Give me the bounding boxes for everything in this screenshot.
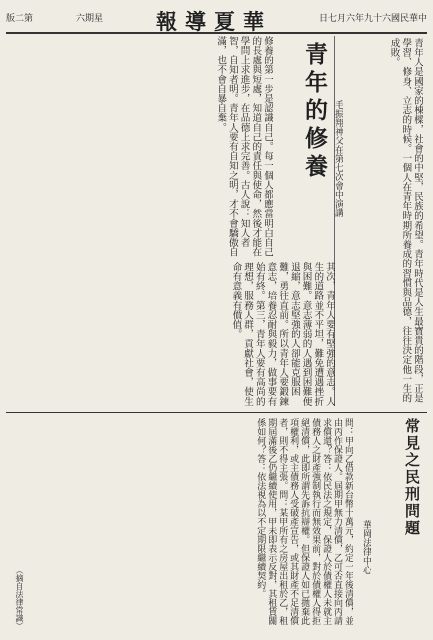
issue-date: 日七月六年九十六國民華中 xyxy=(318,14,427,24)
article-paragraph: 其次，青年人要有堅強的意志。人生的道路並不平坦，難免遭遇挫折與困難。意志薄弱的人遇到困難便退縮，意志堅強的人卻能克服困難，勇往直前。所以青年人要鍛鍊意志，培養忍耐與毅力，做事要有始有終。第三，青年人要有高尚的理想，服務人群，貢獻社會，使生命有意義有價值。 xyxy=(230,262,335,406)
page-number: 版二第 xyxy=(6,14,34,24)
article-title: 青年的修養 xyxy=(301,42,328,182)
article-paragraph: 青年人是國家的棟樑，社會的中堅，民族的希望。青年時代是人生最寶貴的階段，正是學習、修身、立志的時候。一個人在青年時期所養成的習慣與品德，往往決定他一生的成敗。 xyxy=(388,38,423,403)
source-note: （摘自法律常識） xyxy=(15,566,24,630)
newspaper-header xyxy=(6,6,427,34)
section-divider xyxy=(6,412,427,413)
article-author: 毛振翔神父在第七次會中演講 xyxy=(333,100,343,217)
section-body: 問：甲向乙借款新台幣十萬元，約定一年後清償，並由丙作保證人。屆期甲無力清償，乙可否直接向丙請求償還？答：依民法之規定，保證人於債權人未就主債務人之財產強制執行而無效果前，對於債權人得拒絕清償，此即所謂先訴抗辯權。但保證人如已拋棄此項權利，或主債務人受破產宣告，或其財產不足清償者，則不得主張。問：某甲所有之房屋出租於乙，租期屆滿後乙仍繼續使用，甲未即表示反對，其租賃關係如何？答：依法視為以不定期限繼續契約。 xyxy=(255,418,353,625)
article-paragraph: 修養的第一步是認識自己。每一個人都應當明白自己的長處與短處，知道自己的責任與使命，然後才能在學問上求進步，在品德上求完善。古人說：知人者智，自知者明。青年人要有自知之明，才不會驕傲自滿，也不會自暴自棄。 xyxy=(215,36,273,257)
weekday: 六期星 xyxy=(76,14,104,24)
section-author: 華岡法律中心 xyxy=(361,520,371,574)
section-title: 常見之民刑問題 xyxy=(403,418,421,537)
masthead: 報導夏華 xyxy=(156,9,272,34)
